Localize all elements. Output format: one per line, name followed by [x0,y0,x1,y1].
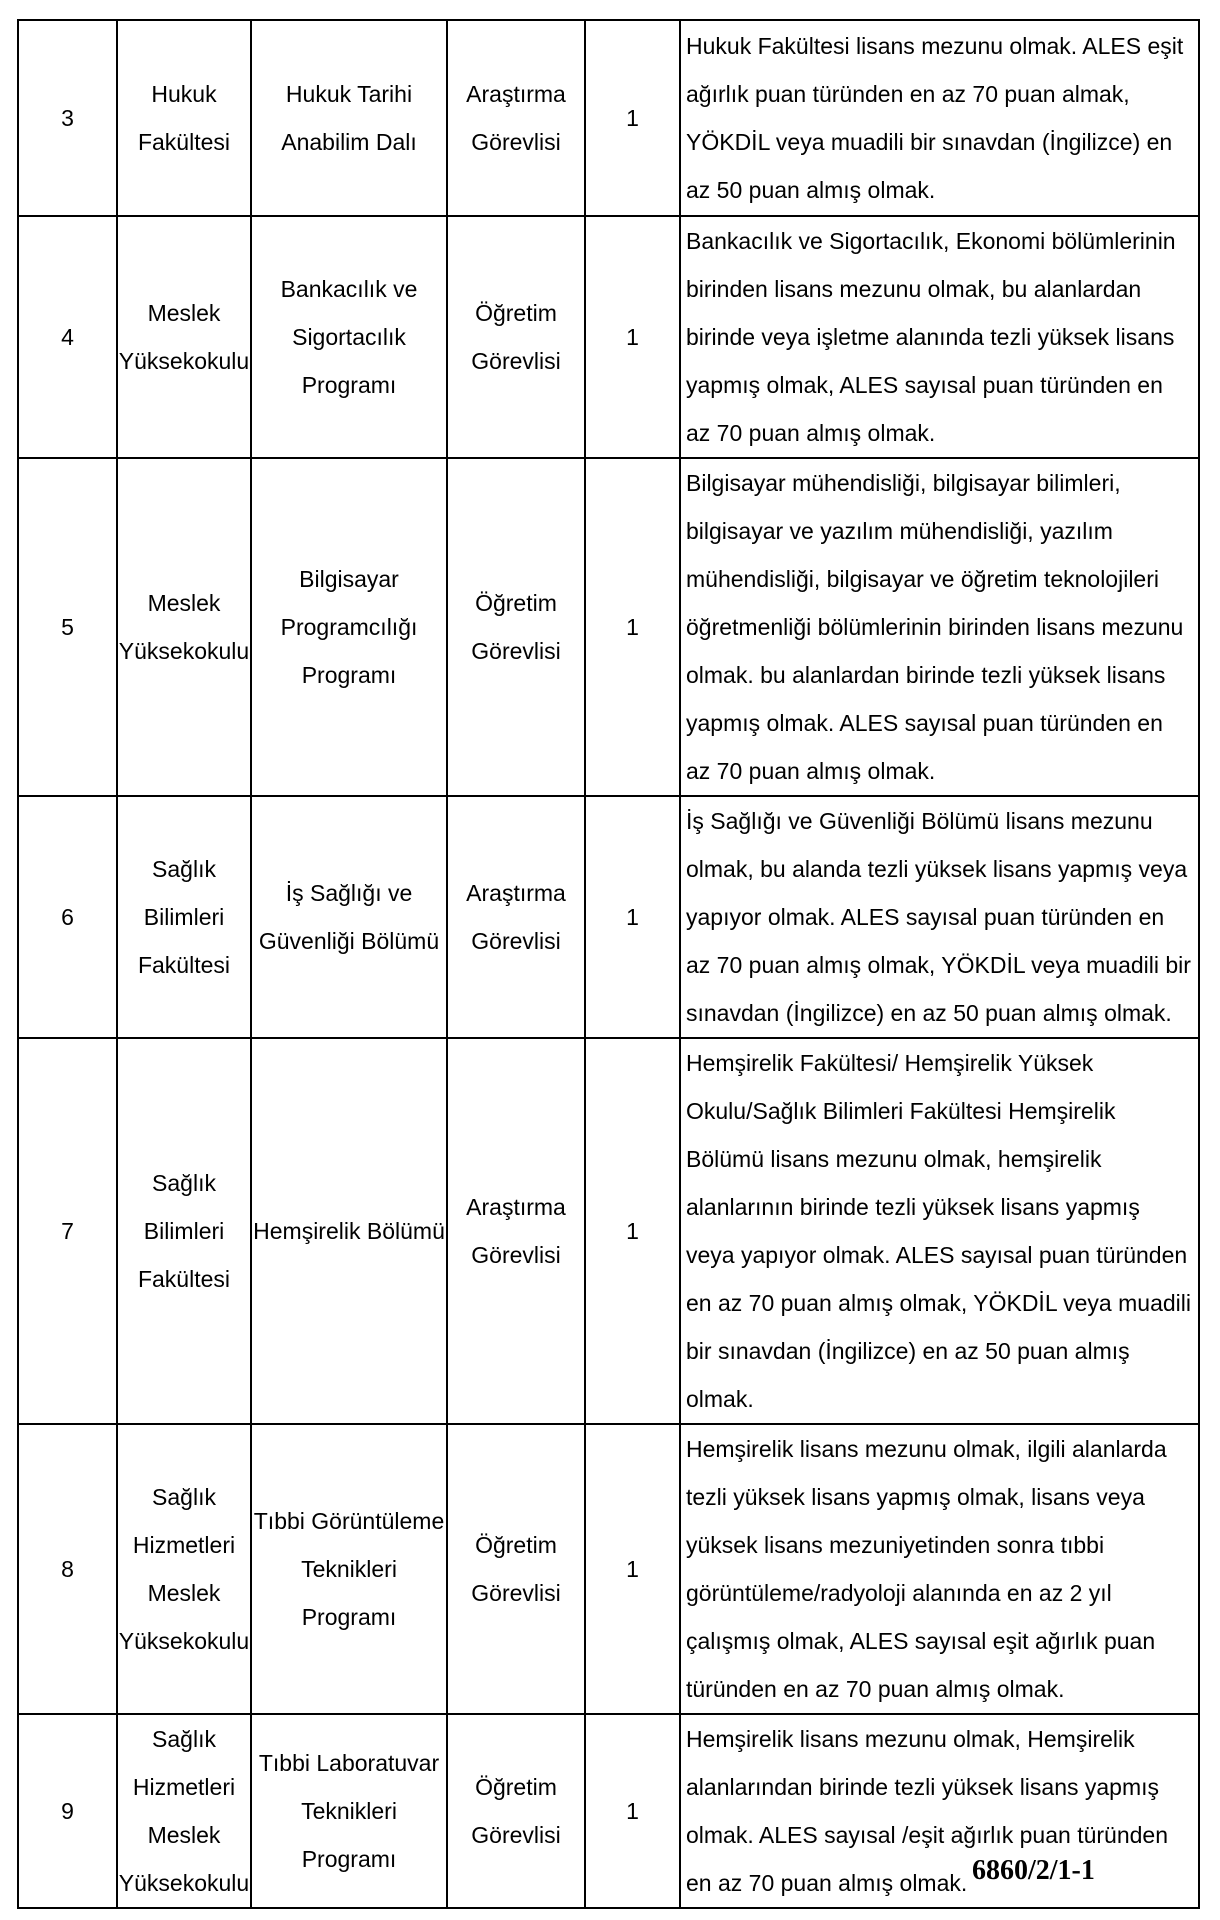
row-number: 9 [18,1714,117,1908]
position-count-cell: 1 [585,458,680,796]
position-count-cell: 1 [585,20,680,216]
requirements-cell: Hemşirelik Fakültesi/ Hemşirelik Yüksek Okulu/Sağlık Bilimleri Fakültesi Hemşirelik Bölümü lisans mezunu olmak, hemşirelik alanlarının birinde tezli yüksek lisans yapmış veya yapıyor olmak. ALES sayısal puan türünden en az 70 puan almış olmak, YÖKDİL veya muadili bir sınavdan (İngilizce) en az 50 puan almış olmak. [680,1038,1199,1424]
requirements-cell: Hemşirelik lisans mezunu olmak, Hemşirelik alanlarından birinde tezli yüksek lisans yapmış olmak. ALES sayısal /eşit ağırlık puan türünden en az 70 puan almış olmak. [680,1714,1199,1908]
position-count-cell: 1 [585,1424,680,1714]
requirements-cell: İş Sağlığı ve Güvenliği Bölümü lisans mezunu olmak, bu alanda tezli yüksek lisans yapmış veya yapıyor olmak. ALES sayısal puan türünden en az 70 puan almış olmak, YÖKDİL veya muadili bir sınavdan (İngilizce) en az 50 puan almış olmak. [680,796,1199,1038]
position-title-cell: Öğretim Görevlisi [447,216,585,458]
position-count-cell: 1 [585,1038,680,1424]
requirements-cell: Hemşirelik lisans mezunu olmak, ilgili alanlarda tezli yüksek lisans yapmış olmak, lisans veya yüksek lisans mezuniyetinden sonra tıbbi görüntüleme/radyoloji alanında en az 2 yıl çalışmış olmak, ALES sayısal eşit ağırlık puan türünden en az 70 puan almış olmak. [680,1424,1199,1714]
row-number: 5 [18,458,117,796]
row-number: 6 [18,796,117,1038]
position-title-cell: Araştırma Görevlisi [447,796,585,1038]
unit-cell: Sağlık Bilimleri Fakültesi [117,796,251,1038]
row-number: 8 [18,1424,117,1714]
department-cell: Tıbbi Laboratuvar Teknikleri Programı [251,1714,447,1908]
requirements-cell: Bilgisayar mühendisliği, bilgisayar bilimleri, bilgisayar ve yazılım mühendisliği, yazılım mühendisliği, bilgisayar ve öğretim teknolojileri öğretmenliği bölümlerinin birinden lisans mezunu olmak. bu alanlardan birinde tezli yüksek lisans yapmış olmak. ALES sayısal puan türünden en az 70 puan almış olmak. [680,458,1199,796]
position-count-cell: 1 [585,1714,680,1908]
department-cell: Tıbbi Görüntüleme Teknikleri Programı [251,1424,447,1714]
unit-cell: Meslek Yüksekokulu [117,458,251,796]
department-cell: Hukuk Tarihi Anabilim Dalı [251,20,447,216]
position-title-cell: Öğretim Görevlisi [447,1424,585,1714]
unit-cell: Meslek Yüksekokulu [117,216,251,458]
row-number: 4 [18,216,117,458]
requirements-cell: Hukuk Fakültesi lisans mezunu olmak. ALES eşit ağırlık puan türünden en az 70 puan almak, YÖKDİL veya muadili bir sınavdan (İngilizce) en az 50 puan almış olmak. [680,20,1199,216]
department-cell: Hemşirelik Bölümü [251,1038,447,1424]
unit-cell: Sağlık Hizmetleri Meslek Yüksekokulu [117,1714,251,1908]
table-row [18,20,1199,216]
position-title-cell: Öğretim Görevlisi [447,1714,585,1908]
document-code: 6860/2/1-1 [972,1855,1095,1886]
table-row [18,796,1199,1038]
table-row [18,1038,1199,1424]
requirements-cell: Bankacılık ve Sigortacılık, Ekonomi bölümlerinin birinden lisans mezunu olmak, bu alanlardan birinde veya işletme alanında tezli yüksek lisans yapmış olmak, ALES sayısal puan türünden en az 70 puan almış olmak. [680,216,1199,458]
positions-table [17,19,1200,1909]
unit-cell: Sağlık Bilimleri Fakültesi [117,1038,251,1424]
row-number: 7 [18,1038,117,1424]
department-cell: Bankacılık ve Sigortacılık Programı [251,216,447,458]
department-cell: Bilgisayar Programcılığı Programı [251,458,447,796]
position-count-cell: 1 [585,796,680,1038]
unit-cell: Hukuk Fakültesi [117,20,251,216]
position-title-cell: Öğretim Görevlisi [447,458,585,796]
row-number: 3 [18,20,117,216]
unit-cell: Sağlık Hizmetleri Meslek Yüksekokulu [117,1424,251,1714]
table-row [18,1424,1199,1714]
position-title-cell: Araştırma Görevlisi [447,1038,585,1424]
table-row [18,216,1199,458]
department-cell: İş Sağlığı ve Güvenliği Bölümü [251,796,447,1038]
position-title-cell: Araştırma Görevlisi [447,20,585,216]
position-count-cell: 1 [585,216,680,458]
table-row [18,458,1199,796]
